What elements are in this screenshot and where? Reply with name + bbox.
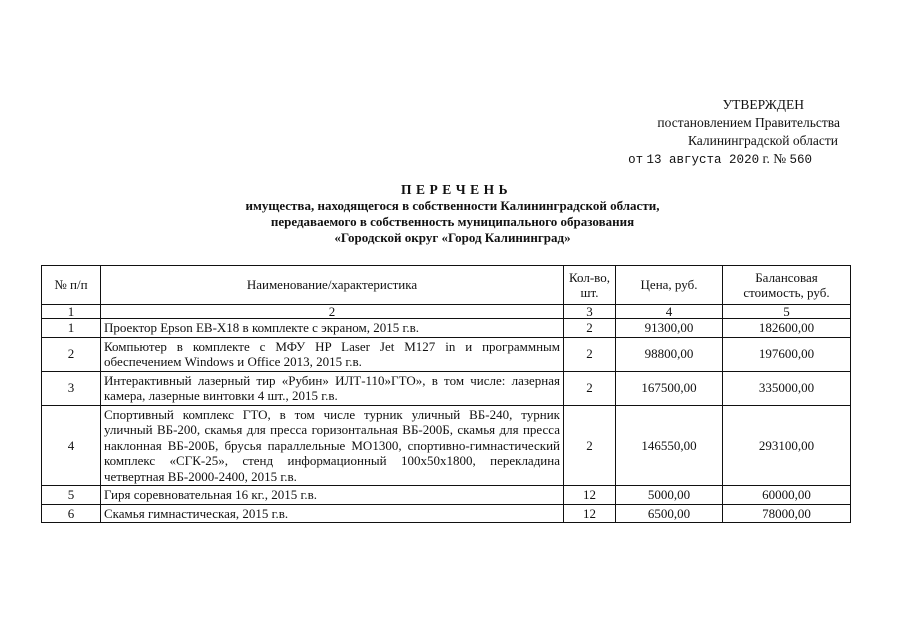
row-name: Спортивный комплекс ГТО, в том числе турник уличный ВБ-240, турник уличный ВБ-200, скамья для пресса горизонтальная ВБ-200Б, скамья для пресса наклонная ВБ-200Б, брусья параллельные МО1300, спортивно-гимнастический комплекс «СГК-25», стенд информационный 100х50х1800, перекладина четвертная ВБ-2000-2400, 2015 г.в. (101, 405, 564, 486)
row-balance: 197600,00 (723, 337, 851, 371)
header-price: Цена, руб. (616, 266, 723, 305)
table-header-row (42, 266, 851, 305)
approval-title: УТВЕРЖДЕН (722, 97, 804, 112)
heading-line-1: имущества, находящегося в собственности Калининградской области, (245, 198, 660, 213)
row-qty: 2 (564, 337, 616, 371)
row-price: 91300,00 (616, 319, 723, 338)
column-number: 5 (723, 305, 851, 319)
table-row (42, 319, 851, 338)
row-name: Скамья гимнастическая, 2015 г.в. (101, 504, 564, 523)
row-name: Компьютер в комплекте с МФУ HP Laser Jet M127 in и программным обеспечением Windows и Office 2013, 2015 г.в. (101, 337, 564, 371)
row-balance: 78000,00 (723, 504, 851, 523)
heading-line-3: «Городской округ «Город Калининград» (334, 230, 571, 245)
document-heading (0, 181, 905, 246)
row-num: 4 (42, 405, 101, 486)
approval-date-prefix: от (628, 153, 644, 167)
column-number: 1 (42, 305, 101, 319)
row-qty: 2 (564, 371, 616, 405)
column-number: 4 (616, 305, 723, 319)
row-qty: 2 (564, 319, 616, 338)
header-balance: Балансовая стоимость, руб. (723, 266, 851, 305)
approval-line-decree: постановлением Правительства (657, 115, 840, 130)
approval-line-region: Калининградской области (687, 133, 838, 148)
row-qty: 12 (564, 486, 616, 505)
approval-date: 13 августа 2020 (646, 153, 760, 167)
document-title: ПЕРЕЧЕНЬ (400, 182, 513, 197)
approval-date-line (628, 150, 842, 169)
property-table (41, 265, 851, 523)
row-price: 6500,00 (616, 504, 723, 523)
row-num: 6 (42, 504, 101, 523)
header-num: № п/п (42, 266, 101, 305)
table-row (42, 504, 851, 523)
row-num: 2 (42, 337, 101, 371)
row-price: 167500,00 (616, 371, 723, 405)
approval-number: 560 (789, 153, 812, 167)
row-price: 98800,00 (616, 337, 723, 371)
row-balance: 182600,00 (723, 319, 851, 338)
row-num: 3 (42, 371, 101, 405)
column-number-row (42, 305, 851, 319)
row-qty: 2 (564, 405, 616, 486)
row-name: Гиря соревновательная 16 кг., 2015 г.в. (101, 486, 564, 505)
approval-date-suffix: г. № (762, 151, 787, 166)
column-number: 2 (101, 305, 564, 319)
row-balance: 293100,00 (723, 405, 851, 486)
header-name: Наименование/характеристика (101, 266, 564, 305)
table-row (42, 371, 851, 405)
heading-line-2: передаваемого в собственность муниципального образования (270, 214, 635, 229)
row-name: Проектор Epson EB-X18 в комплекте с экраном, 2015 г.в. (101, 319, 564, 338)
row-balance: 60000,00 (723, 486, 851, 505)
table-row (42, 337, 851, 371)
row-num: 1 (42, 319, 101, 338)
header-qty: Кол-во, шт. (564, 266, 616, 305)
column-number: 3 (564, 305, 616, 319)
row-price: 146550,00 (616, 405, 723, 486)
row-num: 5 (42, 486, 101, 505)
row-balance: 335000,00 (723, 371, 851, 405)
table-row (42, 405, 851, 486)
table-row (42, 486, 851, 505)
row-price: 5000,00 (616, 486, 723, 505)
row-qty: 12 (564, 504, 616, 523)
row-name: Интерактивный лазерный тир «Рубин» ИЛТ-110»ГТО», в том числе: лазерная камера, лазерные винтовки 4 шт., 2015 г.в. (101, 371, 564, 405)
approval-stamp (628, 96, 842, 169)
